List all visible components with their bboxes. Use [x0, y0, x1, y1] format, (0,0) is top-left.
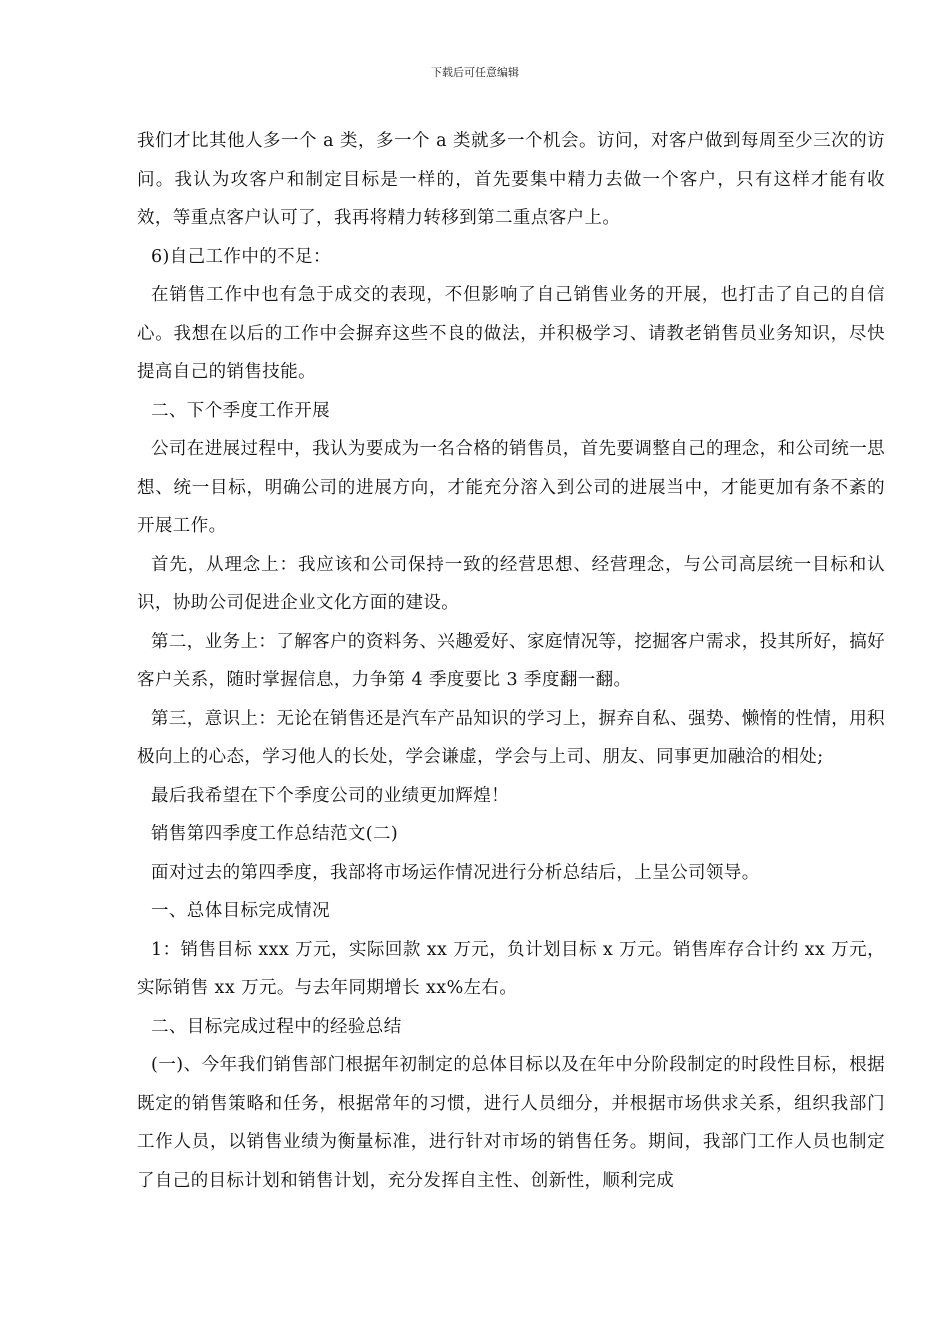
- paragraph-13: 1：销售目标 xxx 万元，实际回款 xx 万元，负计划目标 x 万元。销售库存合计约 xx 万元，实际销售 xx 万元。与去年同期增长 xx%左右。: [137, 939, 885, 998]
- paragraph-6: 首先，从理念上：我应该和公司保持一致的经营思想、经营理念，与公司高层统一目标和认识，协助公司促进企业文化方面的建设。: [137, 554, 885, 613]
- paragraph-2: 6)自己工作中的不足：: [151, 246, 331, 267]
- section-heading-2b: 二、目标完成过程中的经验总结: [151, 1016, 402, 1037]
- paragraph-5: 公司在进展过程中，我认为要成为一名合格的销售员，首先要调整自己的理念，和公司统一思想、统一目标，明确公司的进展方向，才能充分溶入到公司的进展当中，才能更加有条不紊的开展工作。: [137, 439, 885, 536]
- document-body: [137, 122, 885, 1200]
- article-title: 销售第四季度工作总结范文(二): [151, 824, 399, 844]
- page-header: 下载后可任意编辑: [431, 66, 519, 79]
- paragraph-1: 我们才比其他人多一个 a 类，多一个 a 类就多一个机会。访问，对客户做到每周至少三次的访问。我认为攻客户和制定目标是一样的，首先要集中精力去做一个客户，只有这样才能有收效，等重点客户认可了，我再将精力转移到第二重点客户上。: [137, 131, 885, 228]
- section-heading-1: 一、总体目标完成情况: [151, 901, 330, 921]
- paragraph-11: 面对过去的第四季度，我部将市场运作情况进行分析总结后，上呈公司领导。: [151, 862, 760, 883]
- paragraph-3: 在销售工作中也有急于成交的表现，不但影响了自己销售业务的开展，也打击了自己的自信心。我想在以后的工作中会摒弃这些不良的做法，并积极学习、请教老销售员业务知识，尽快提高自己的销售技能。: [137, 285, 885, 382]
- paragraph-15: (一)、今年我们销售部门根据年初制定的总体目标以及在年中分阶段制定的时段性目标，根据既定的销售策略和任务，根据常年的习惯，进行人员细分，并根据市场供求关系，组织我部门工作人员，以销售业绩为衡量标准，进行针对市场的销售任务。期间，我部门工作人员也制定了自己的目标计划和销售计划，充分发挥自主性、创新性，顺利完成: [137, 1055, 885, 1191]
- paragraph-9: 最后我希望在下个季度公司的业绩更加辉煌！: [151, 785, 509, 806]
- paragraph-7: 第二，业务上：了解客户的资料务、兴趣爱好、家庭情况等，挖掘客户需求，投其所好，搞好客户关系，随时掌握信息，力争第 4 季度要比 3 季度翻一翻。: [137, 631, 885, 690]
- section-heading-2: 二、下个季度工作开展: [151, 400, 330, 421]
- paragraph-8: 第三，意识上：无论在销售还是汽车产品知识的学习上，摒弃自私、强势、懒惰的性情，用积极向上的心态，学习他人的长处，学会谦虚，学会与上司、朋友、同事更加融洽的相处;: [137, 708, 885, 767]
